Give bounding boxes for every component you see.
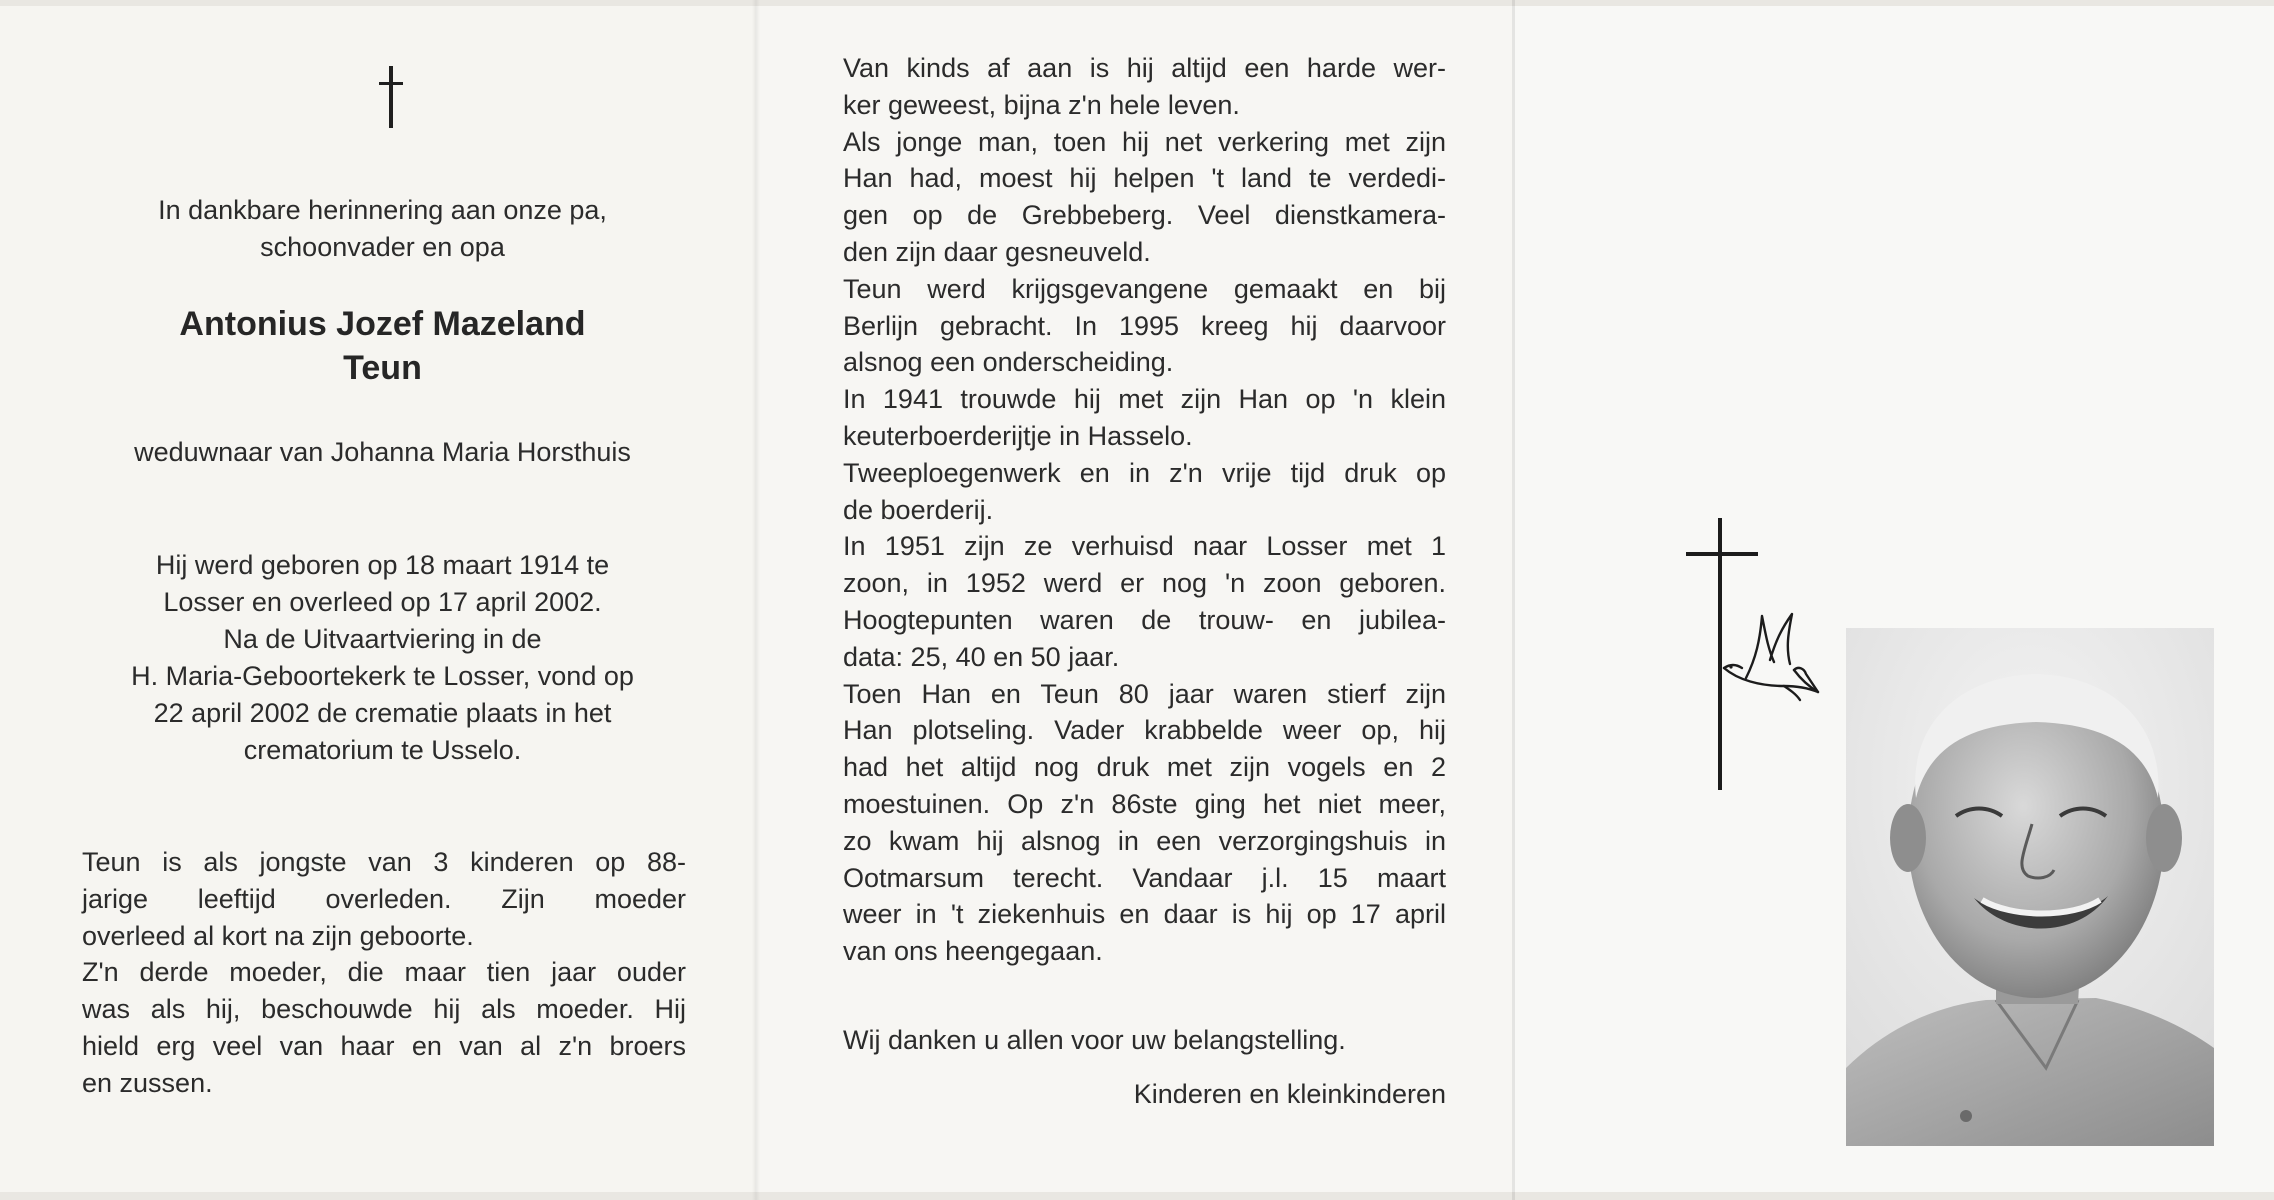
detail-line: Losser en overleed op 17 april 2002. [163,587,602,617]
bio-line: Hoogtepunten waren de trouw- en jubilea- [843,604,1446,635]
bio-line: was als hij, beschouwde hij als moeder. Hij [82,994,686,1025]
thanks-line: Wij danken u allen voor uw belangstelling. [843,1025,1346,1055]
deceased-name: Antonius Jozef Mazeland [179,305,586,343]
bio-line: Tweeploegenwerk en in z'n vrije tijd druk op [843,457,1446,488]
bio-line: Als jonge man, toen hij net verkering met zijn [843,126,1446,157]
bio-line: In 1941 trouwde hij met zijn Han op 'n klein [843,384,1446,415]
bio-line: Ootmarsum terecht. Vandaar j.l. 15 maart [843,862,1446,893]
bio-line: den zijn daar gesneuveld. [843,236,1151,267]
bio-line: Toen Han en Teun 80 jaar waren stierf zijn [843,678,1446,709]
bio-line: alsnog een onderscheiding. [843,347,1174,378]
intro-line: In dankbare herinnering aan onze pa, [158,195,607,225]
intro-line: schoonvader en opa [260,232,505,262]
cross-icon [376,66,406,128]
bio-line: Teun werd krijgsgevangene gemaakt en bij [843,273,1446,304]
bio-line: Z'n derde moeder, die maar tien jaar ouder [82,957,686,988]
signature-line: Kinderen en kleinkinderen [1133,1079,1446,1109]
biography-middle [843,50,1446,970]
cross-with-dove-icon [1686,518,1836,790]
bio-line: Berlijn gebracht. In 1995 kreeg hij daarvoor [843,310,1446,341]
fold-line-left [752,0,760,1200]
bio-line: had het altijd nog druk met zijn vogels en 2 [843,752,1446,783]
bio-line: Han had, moest hij helpen 't land te verdedi- [843,163,1446,194]
detail-line: Na de Uitvaartviering in de [223,624,542,654]
bio-line: Han plotseling. Vader krabbelde weer op, hij [843,715,1446,746]
bio-line: zoon, in 1952 werd er nog 'n zoon geboren. [843,568,1446,599]
bio-line: van ons heengegaan. [843,936,1103,967]
bio-line: en zussen. [82,1067,213,1098]
bio-line: Teun is als jongste van 3 kinderen op 88- [82,847,686,877]
memorial-intro [60,192,705,266]
bio-line: ker geweest, bijna z'n hele leven. [843,89,1240,120]
bio-line: keuterboerderijtje in Hasselo. [843,420,1193,451]
bio-line: data: 25, 40 en 50 jaar. [843,641,1120,672]
bio-line: In 1951 zijn ze verhuisd naar Losser met 1 [843,531,1446,562]
bio-line: overleed al kort na zijn geboorte. [82,920,474,951]
bio-line: jarige leeftijd overleden. Zijn moeder [82,883,686,914]
detail-line: crematorium te Usselo. [243,735,522,765]
detail-line: 22 april 2002 de crematie plaats in het [153,698,612,728]
bio-line: de boerderij. [843,494,994,525]
bio-line: gen op de Grebbeberg. Veel dienstkamera- [843,200,1446,231]
detail-line: H. Maria-Geboortekerk te Losser, vond op [131,661,634,691]
deceased-name-block [60,302,705,390]
bio-line: moestuinen. Op z'n 86ste ging het niet meer, [843,788,1446,819]
biography-left [82,844,686,1102]
detail-line: Hij werd geboren op 18 maart 1914 te [155,550,610,580]
deceased-nickname: Teun [343,349,422,387]
birth-death-details [60,547,705,769]
bio-line: hield erg veel van haar en van al z'n broers [82,1030,686,1061]
fold-line-right [1512,0,1515,1200]
bio-line: weer in 't ziekenhuis en daar is hij op 17 april [843,899,1446,930]
portrait-photo [1846,628,2214,1146]
bio-line: Van kinds af aan is hij altijd een harde wer- [843,53,1446,83]
bio-line: zo kwam hij alsnog in een verzorgingshuis in [843,825,1446,856]
widower-line: weduwnaar van Johanna Maria Horsthuis [134,437,631,467]
